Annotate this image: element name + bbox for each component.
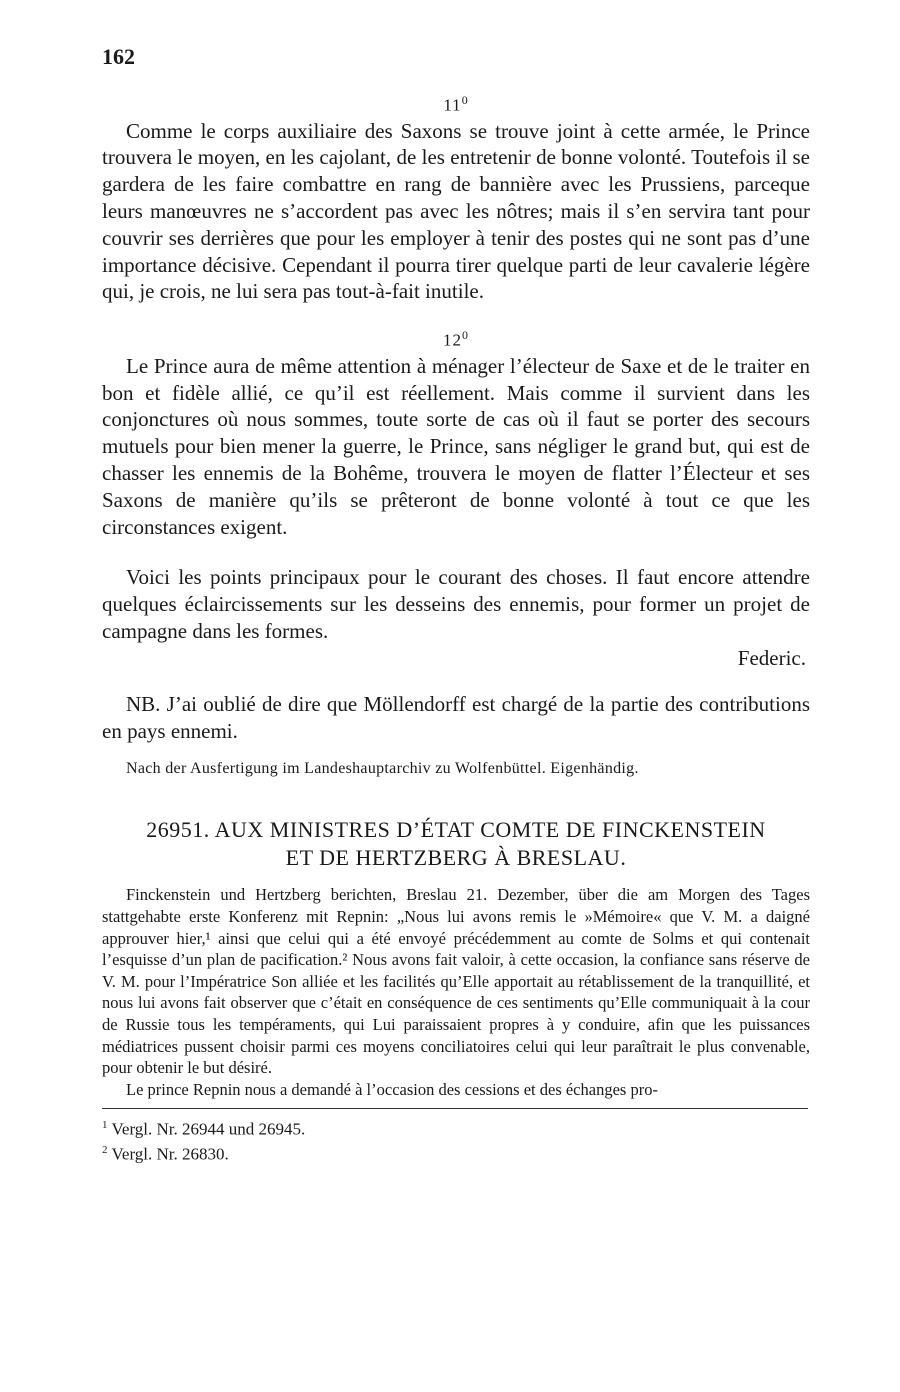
footnote-divider bbox=[102, 1108, 808, 1109]
section-number-12 bbox=[102, 325, 810, 351]
nb-paragraph: NB. J’ai oublié de dire que Möllendorff est chargé de la partie des contributions en pays ennemi. bbox=[102, 691, 810, 743]
source-note: Nach der Ausfertigung im Landeshauptarchiv zu Wolfenbüttel. Eigenhändig. bbox=[126, 760, 639, 778]
section-number-11 bbox=[102, 90, 810, 116]
section-number-text: 12 bbox=[443, 330, 462, 350]
closing-paragraph: Voici les points principaux pour le courant des choses. Il faut encore attendre quelques éclaircissements sur les desseins des ennemis, pour former un projet de campagne dans les formes. bbox=[102, 565, 810, 644]
heading-line-2: ET DE HERTZBERG À BRESLAU. bbox=[285, 845, 627, 871]
footnote-1 bbox=[102, 1115, 810, 1140]
footnote-text: Vergl. Nr. 26944 und 26945. bbox=[111, 1120, 306, 1140]
signature: Federic. bbox=[737, 645, 806, 670]
section-number-sup: 0 bbox=[462, 328, 469, 343]
document-heading bbox=[102, 816, 810, 872]
summary-paragraph-continued: Le prince Repnin nous a demandé à l’occasion des cessions et des échanges pro- bbox=[126, 1079, 658, 1099]
document-number: 26951. bbox=[146, 817, 210, 843]
heading-line-1: AUX MINISTRES D’ÉTAT COMTE DE FINCKENSTEIN bbox=[214, 817, 766, 843]
footnote-mark: 1 bbox=[102, 1119, 108, 1132]
page-number: 162 bbox=[102, 44, 135, 69]
footnote-2 bbox=[102, 1140, 810, 1165]
section-11-paragraph: Comme le corps auxiliaire des Saxons se trouve joint à cette armée, le Prince trouvera le moyen, en les cajolant, de les entretenir de bonne volonté. Toutefois il se gardera de les faire combattre en rang de bannière avec les Prussiens, parceque leurs manœuvres ne s’accordent pas avec les nôtres; mais il s’en servira tant pour couvrir ses derrières que pour les employer à tenir des postes qui ne sont pas d’une importance décisive. Cependant il pourra tirer quelque parti de leur cavalerie légère qui, je crois, ne lui sera pas tout-à-fait inutile. bbox=[102, 118, 810, 304]
section-number-sup: 0 bbox=[461, 93, 469, 107]
section-number-text: 11 bbox=[443, 95, 462, 115]
footnote-text: Vergl. Nr. 26830. bbox=[111, 1144, 229, 1164]
section-12-paragraph: Le Prince aura de même attention à ménager l’électeur de Saxe et de le traiter en bon et fidèle allié, ce qu’il est réellement. Mais comme il survient dans les conjonctures où nous sommes, toute sorte de cas où il faut se porter des secours mutuels pour bien mener la guerre, le Prince, sans négliger le grand but, qui est de chasser les ennemis de la Bohême, trouvera le moyen de flatter l’Électeur et ses Saxons de manière qu’ils se prêteront de bonne volonté à tout ce que les circonstances exigent. bbox=[102, 353, 810, 539]
summary-paragraph: Finckenstein und Hertzberg berichten, Breslau 21. Dezember, über die am Morgen des Tages stattgehabte erste Konferenz mit Repnin: „Nous lui avons remis le »Mémoire« que V. M. a daigné approuver hier,¹ ainsi que celui qui a été envoyé précédemment au comte de Solms et qui contenait l’esquisse d’un plan de pacification.² Nous avons fait valoir, à cette occasion, la confiance sans réserve de V. M. pour l’Impératrice Son alliée et les facilités qu’Elle apportait au rétablissement de la tranquillité, et nous lui avons fait observer que c’était en conséquence de ces sentiments qu’Elle communiquait à la cour de Russie tous les tempéraments, qui Lui paraissaient propres à y conduire, afin que les puissances médiatrices pussent choisir parmi ces moyens conciliatoires celui qui leur paraîtrait le plus convenable, pour obtenir le but désiré. bbox=[102, 885, 810, 1078]
footnote-mark: 2 bbox=[102, 1144, 108, 1157]
